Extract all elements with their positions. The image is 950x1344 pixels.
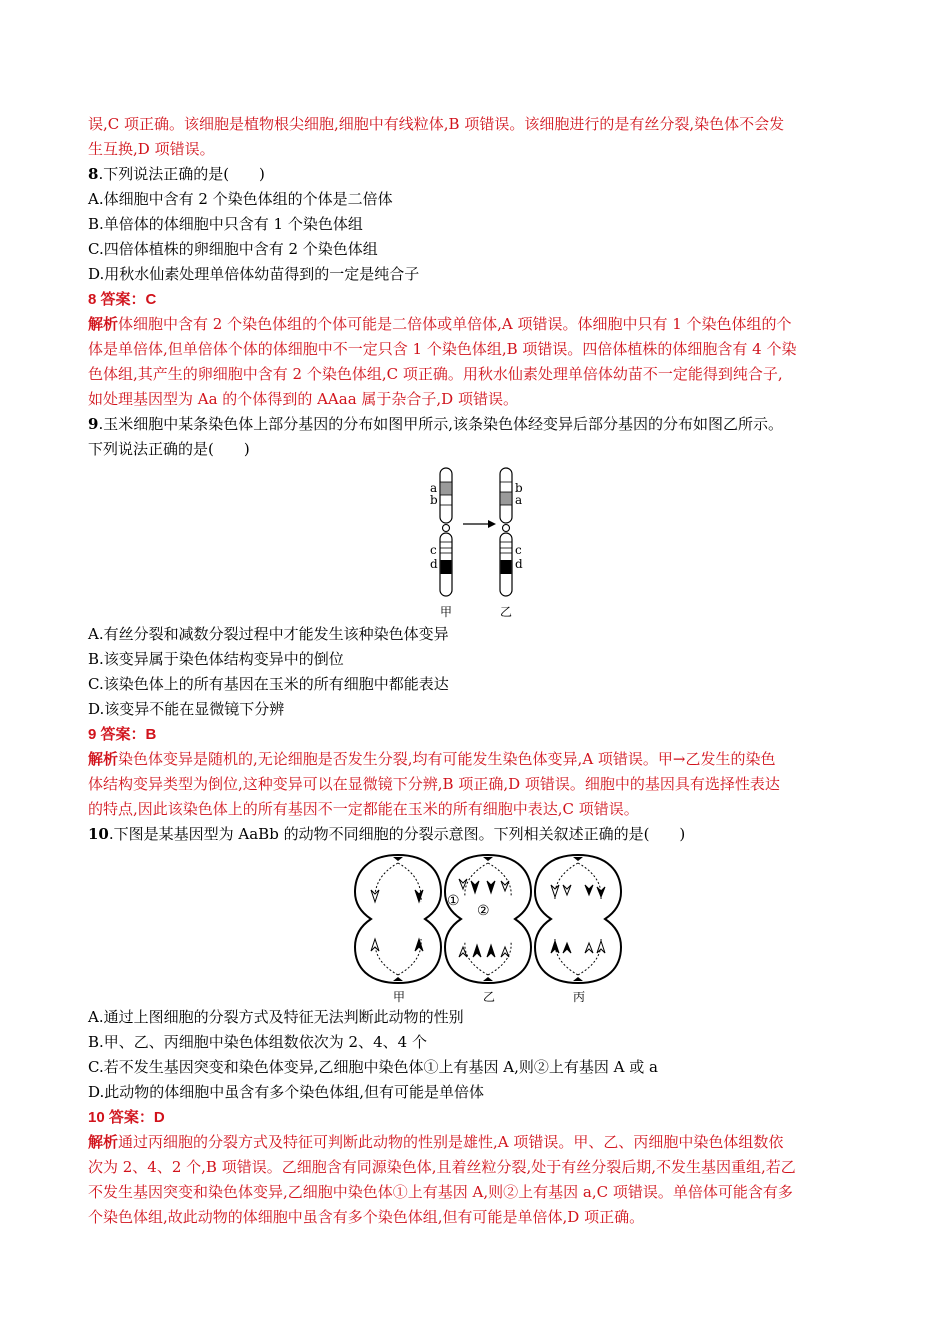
question-9-stem-cont: 下列说法正确的是( ) [88,440,250,458]
question-number: 10 [88,825,109,843]
answer-line: 9 答案：B [88,726,157,743]
cell-yi [445,855,531,983]
option: D.该变异不能在显微镜下分辨 [88,700,285,718]
cell-division-diagram [88,847,868,1005]
gene-label: d [515,557,523,571]
option: C.该染色体上的所有基因在玉米的所有细胞中都能表达 [88,675,449,693]
analysis-line: 如处理基因型为 Aa 的个体得到的 AAaa 属于杂合子,D 项错误。 [88,390,518,408]
analysis-line: 体结构变异类型为倒位,这种变异可以在显微镜下分辨,B 项正确,D 项错误。细胞中的基因具有选择性表达 [88,775,780,793]
question-10-stem: 10.下图是某基因型为 AaBb 的动物不同细胞的分裂示意图。下列相关叙述正确的是( ) [88,825,686,843]
cell-jia [355,855,441,983]
chromosome-mark-1: ① [447,893,460,909]
option: D.此动物的体细胞中虽含有多个染色体组,但有可能是单倍体 [88,1083,485,1101]
cell-division-figure [88,847,868,1005]
question-9-stem: 9.玉米细胞中某条染色体上部分基因的分布如图甲所示,该条染色体经变异后部分基因的分布如图乙所示。 [88,415,783,433]
chromosome-jia [440,468,452,596]
option: C.四倍体植株的卵细胞中含有 2 个染色体组 [88,240,378,258]
option: C.若不发生基因突变和染色体变异,乙细胞中染色体①上有基因 A,则②上有基因 A 或 a [88,1058,658,1076]
analysis-label: 解析 [88,1133,119,1151]
analysis-line: 解析染色体变异是随机的,无论细胞是否发生分裂,均有可能发生染色体变异,A 项错误。甲→乙发生的染色 [88,750,776,768]
analysis-line: 解析通过丙细胞的分裂方式及特征可判断此动物的性别是雄性,A 项错误。甲、乙、丙细胞中染色体组数依 [88,1133,784,1151]
option: A.体细胞中含有 2 个染色体组的个体是二倍体 [88,190,393,208]
chromosome-diagram [88,462,868,622]
gene-label: b [430,493,438,507]
figure-caption: 甲 [440,605,453,619]
chromosome-figure [88,462,868,622]
gene-label: c [430,543,437,557]
gene-label: d [430,557,438,571]
question-number: 8 [88,165,99,183]
analysis-line: 色体组,其产生的卵细胞中含有 2 个染色体组,C 项正确。用秋水仙素处理单倍体幼苗不一定能得到纯合子, [88,365,783,383]
analysis-line: 次为 2、4、2 个,B 项错误。乙细胞含有同源染色体,且着丝粒分裂,处于有丝分裂后期,不发生基因重组,若乙 [88,1158,796,1176]
analysis-label: 解析 [88,750,119,768]
figure-caption: 甲 [393,990,406,1004]
analysis-label: 解析 [88,315,119,333]
gene-label: a [515,493,523,507]
option: B.单倍体的体细胞中只含有 1 个染色体组 [88,215,363,233]
question-8-stem: 8.下列说法正确的是( ) [88,165,265,183]
option: D.用秋水仙素处理单倍体幼苗得到的一定是纯合子 [88,265,420,283]
analysis-line: 不发生基因突变和染色体变异,乙细胞中染色体①上有基因 A,则②上有基因 a,C 项错误。单倍体可能含有多 [88,1183,793,1201]
prev-analysis-line: 生互换,D 项错误。 [88,140,215,158]
option: B.该变异属于染色体结构变异中的倒位 [88,650,344,668]
gene-label: c [515,543,522,557]
figure-caption: 乙 [500,605,513,619]
chromosome-yi [500,468,512,596]
arrow-icon [463,520,496,528]
chromosome-mark-2: ② [477,903,490,919]
prev-analysis-line: 误,C 项正确。该细胞是植物根尖细胞,细胞中有线粒体,B 项错误。该细胞进行的是有丝分裂,染色体不会发 [88,115,785,133]
analysis-line: 解析体细胞中含有 2 个染色体组的个体可能是二倍体或单倍体,A 项错误。体细胞中只有 1 个染色体组的个 [88,315,792,333]
figure-caption: 乙 [483,990,496,1004]
analysis-line: 体是单倍体,但单倍体个体的体细胞中不一定只含 1 个染色体组,B 项错误。四倍体植株的体细胞含有 4 个染 [88,340,797,358]
option: A.通过上图细胞的分裂方式及特征无法判断此动物的性别 [88,1008,464,1026]
analysis-line: 的特点,因此该染色体上的所有基因不一定都能在玉米的所有细胞中表达,C 项错误。 [88,800,639,818]
analysis-line: 个染色体组,故此动物的体细胞中虽含有多个染色体组,但有可能是单倍体,D 项正确。 [88,1208,645,1226]
question-number: 9 [88,415,99,433]
document-page [88,112,868,1230]
option: A.有丝分裂和减数分裂过程中才能发生该种染色体变异 [88,625,449,643]
gene-label: b [515,481,523,495]
answer-line: 10 答案：D [88,1109,165,1126]
gene-label: a [430,481,438,495]
figure-caption: 丙 [573,990,586,1004]
option: B.甲、乙、丙细胞中染色体组数依次为 2、4、4 个 [88,1033,427,1051]
answer-line: 8 答案：C [88,291,157,308]
cell-bing [535,855,621,983]
